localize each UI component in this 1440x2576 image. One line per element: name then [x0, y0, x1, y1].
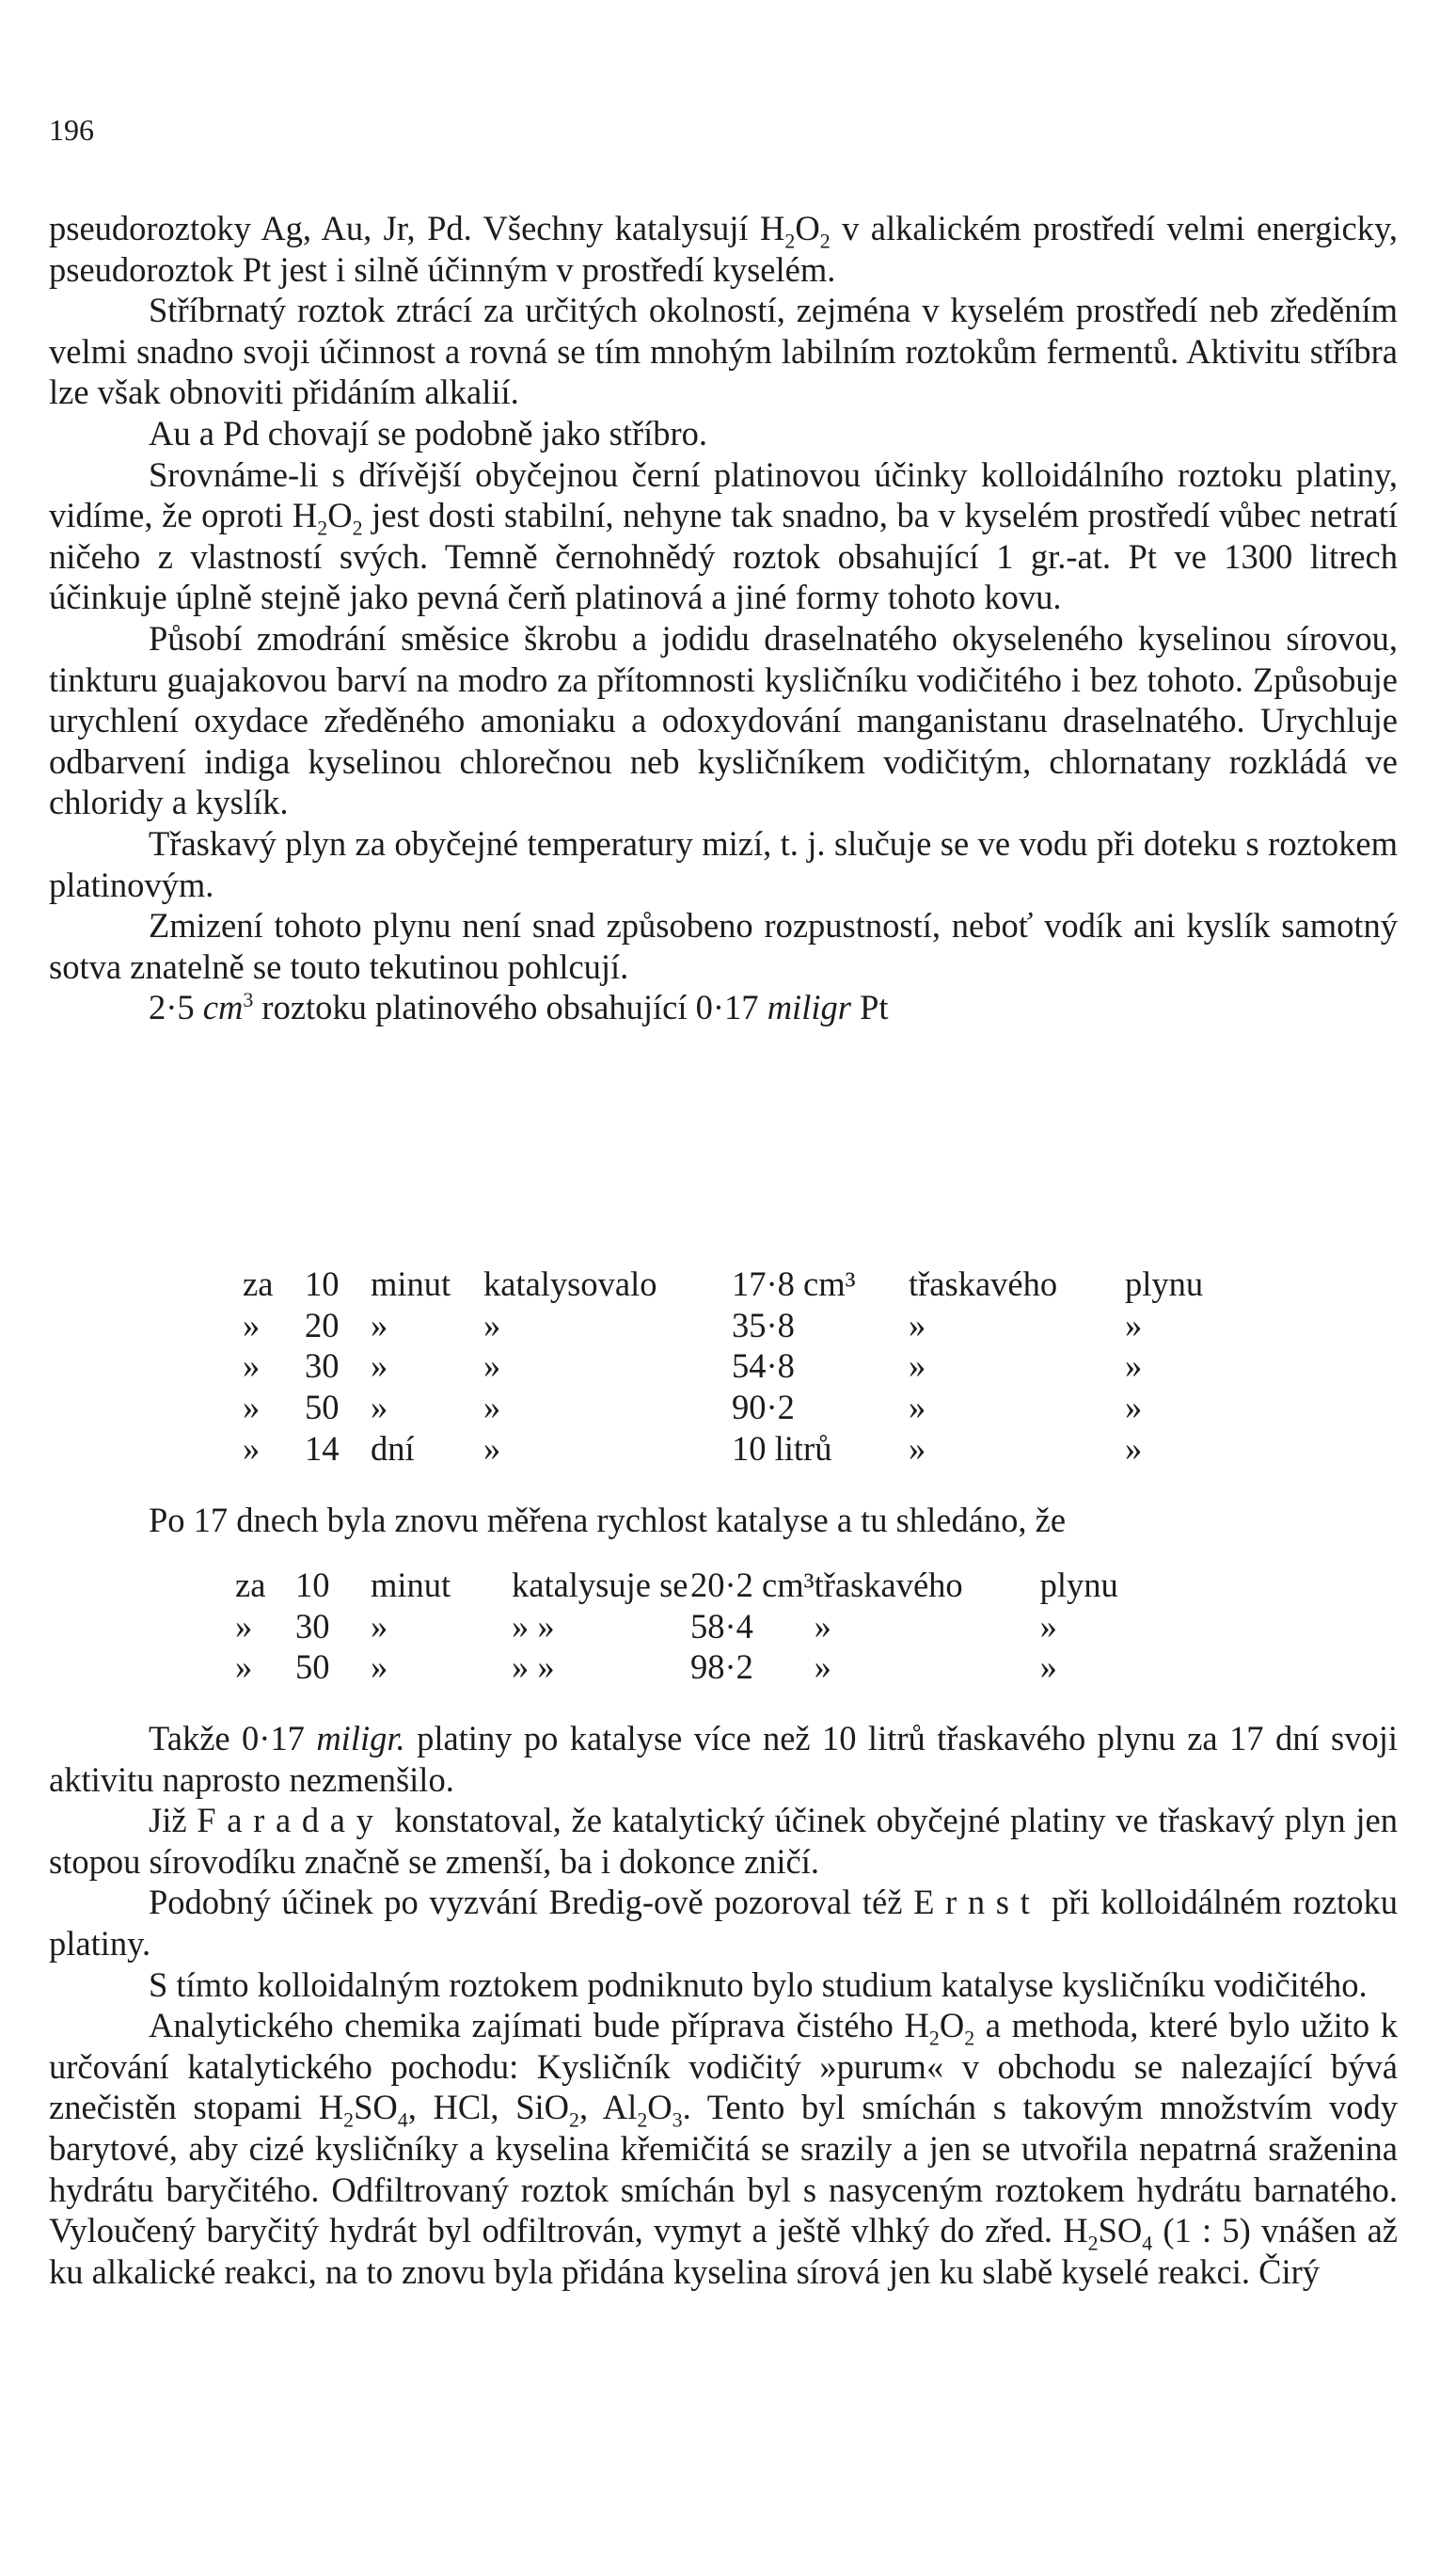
table-row: » 20 » » 35·8 » » [243, 1305, 1143, 1344]
table-row: » 30 » » 54·8 » » [243, 1346, 1143, 1386]
paragraph-3: Au a Pd chovají se podobně jako stříbro. [149, 413, 708, 453]
catalysis-table-1 [243, 1264, 1275, 1469]
paragraph-4: Srovnáme-li s dřívější obyčejnou černí platinovou účinky kolloidálního roztoku platiny, vidíme, že oproti $H_2O_2$ jest dosti stabilní, nehyne tak snadno, ba v kyselém prostředí vůbec netratí ničeho z vlastností svých. Temně černohnědý roztok obsahující 1 gr.-at. Pt ve 1300 litrech účinkuje úplně stejně jako pevná čerň platinová a jiné formy tohoto kovu. [49, 454, 1398, 617]
paragraph-5: Působí zmodrání směsice škrobu a jodidu draselnatého okyseleného kyselinou sírovou, tinkturu guajakovou barví na modro za přítomnosti kysličníku vodičitého i bez tohoto. Způsobuje urychlení oxydace zředěného amoniaku a odoxydování manganistanu draselnatého. Urychluje odbarvení indiga kyselinou chlorečnou neb kysličníkem vodičitým, chlornatany rozkládá ve chloridy a kyslík. [49, 618, 1398, 822]
table-row: » 50 » » » 98·2 » » [235, 1647, 1057, 1687]
body-text-upper [49, 208, 1398, 1028]
paragraph-14: Analytického chemika zajímati bude příprava čistého $H_2O_2$ a methoda, které bylo užito k určování katalytického pochodu: Kysličník vodičitý »purum« v obchodu se nalezající bývá znečistěn stopami $H_2SO_4$, HCl, SiO$_2$, $Al_2O_3$. Tento byl smíchán s takovým množstvím vody barytové, aby cizé kysličníky a kyselina křemičitá se srazily a jen se utvořila nepatrná sraženina hydrátu baryčitého. Odfiltrovaný roztok smíchán byl s nasyceným roztokem hydrátu barnatého. Vyloučený baryčitý hydrát byl odfiltrován, vymyt a ještě vlhký do zřed. $H_2SO_4$ (1 : 5) vnášen až ku alkalické reakci, na to znovu byla přidána kyselina sírová jen ku slabě kyselé reakci. Čirý [49, 2006, 1398, 2291]
paragraph-11: Již Faraday konstatoval, že katalytický účinek obyčejné platiny ve třaskavý plyn jen stopou sírovodíku značně se zmenší, ba i dokonce zničí. [49, 1801, 1398, 1881]
body-text-middle [49, 1500, 1398, 1541]
body-text-lower [49, 1718, 1398, 2292]
paragraph-6: Třaskavý plyn za obyčejné temperatury mizí, t. j. slučuje se ve vodu při doteku s roztokem platinovým. [49, 823, 1398, 904]
table-row: » 50 » » 90·2 » » [243, 1388, 1143, 1427]
table-row: za 10 minut katalysuje se 20·2 cm³ třaskavého plynu [235, 1566, 1118, 1605]
table-row: za 10 minut katalysovalo 17·8 cm³ třaskavého plynu [243, 1264, 1204, 1304]
paragraph-13: S tímto kolloidalným roztokem podniknuto bylo studium katalyse kysličníku vodičitého. [149, 1964, 1368, 2004]
paragraph-7: Zmizení tohoto plynu není snad způsobeno rozpustností, neboť vodík ani kyslík samotný sotva znatelně se touto tekutinou pohlcují. [49, 906, 1398, 986]
table-row: » 30 » » » 58·4 » » [235, 1606, 1057, 1646]
paragraph-12: Podobný účinek po vyzvání Bredig-ově pozoroval též Ernst při kolloidálném roztoku platiny. [49, 1883, 1398, 1963]
paragraph-2: Stříbrnatý roztok ztrácí za určitých okolností, zejména v kyselém prostředí neb zředěním velmi snadno svoji účinnost a rovná se tím mnohým labilním roztokům fermentů. Aktivitu stříbra lze však obnoviti přidáním alkalií. [49, 291, 1398, 412]
catalysis-table-2 [235, 1565, 1181, 1688]
paragraph-8: 2·5 $cm^3$ roztoku platinového obsahující 0·17 miligr Pt [149, 988, 889, 1027]
table-row: » 14 dní » 10 litrů » » [243, 1428, 1143, 1468]
paragraph-1: pseudoroztoky Ag, Au, Jr, Pd. Všechny katalysují $H_2O_2$ v alkalickém prostředí velmi energicky, pseudoroztok Pt jest i silně účinným v prostředí kyselém. [49, 209, 1399, 289]
page-number: 196 [49, 113, 94, 147]
paragraph-10: Takže 0·17 miligr. platiny po katalyse více než 10 litrů třaskavého plynu za 17 dní svoji aktivitu naprosto nezmenšilo. [49, 1719, 1398, 1799]
paragraph-9: Po 17 dnech byla znovu měřena rychlost katalyse a tu shledáno, že [149, 1501, 1067, 1539]
